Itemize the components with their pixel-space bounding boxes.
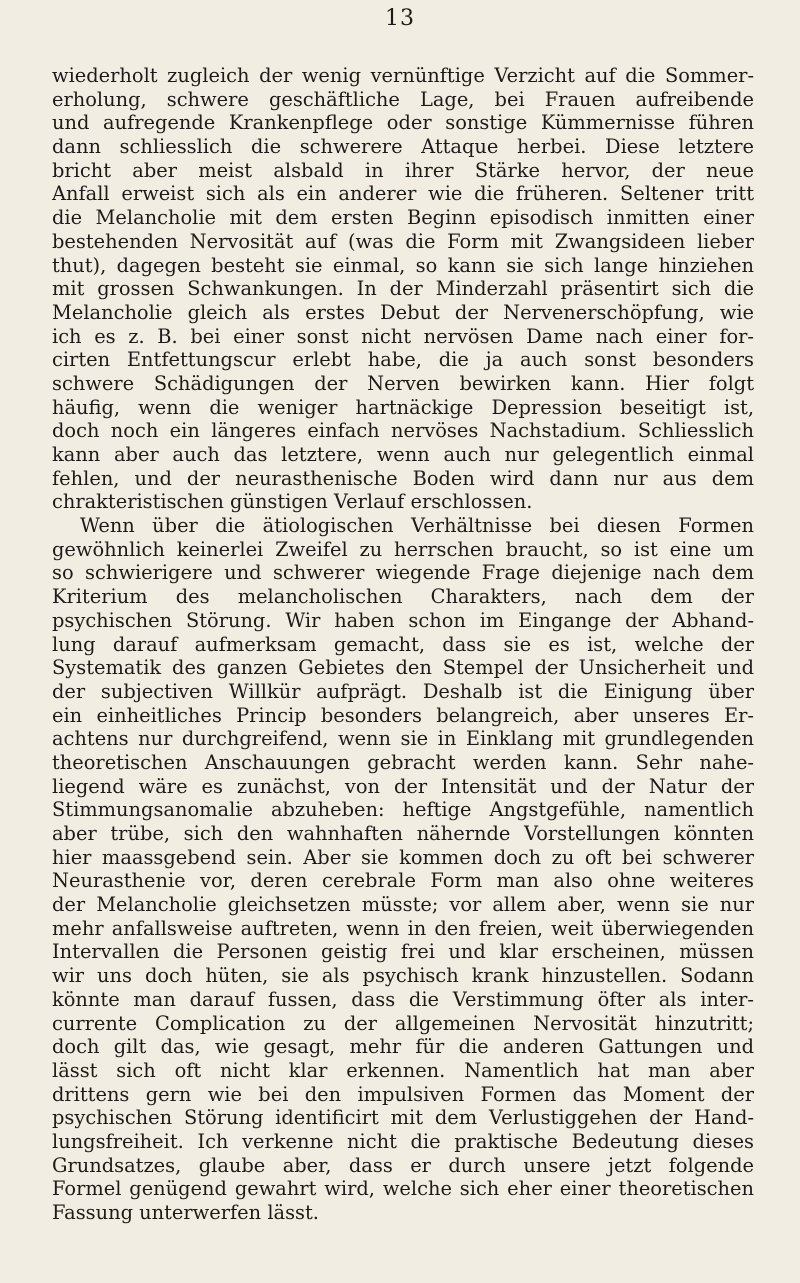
text-line: häufig, wenn die weniger hartnäckige Depression beseitigt ist, bbox=[52, 395, 754, 419]
text-line: der subjectiven Willkür aufprägt. Deshalb ist die Einigung über bbox=[52, 679, 754, 703]
text-line: Neurasthenie vor, deren cerebrale Form man also ohne weiteres bbox=[52, 869, 754, 893]
text-line: bestehenden Nervosität auf (was die Form mit Zwangsideen lieber bbox=[52, 229, 754, 253]
text-line: Anfall erweist sich als ein anderer wie die früheren. Seltener tritt bbox=[52, 182, 754, 206]
text-line: ich es z. B. bei einer sonst nicht nervösen Dame nach einer for- bbox=[52, 324, 754, 348]
text-line: mehr anfallsweise auftreten, wenn in den freien, weit überwiegenden bbox=[52, 916, 754, 940]
text-line: Systematik des ganzen Gebietes den Stempel der Unsicherheit und bbox=[52, 656, 754, 680]
text-line: fehlen, und der neurasthenische Boden wird dann nur aus dem bbox=[52, 466, 754, 490]
text-line: Intervallen die Personen geistig frei und klar erscheinen, müssen bbox=[52, 940, 754, 964]
text-line: schwere Schädigungen der Nerven bewirken kann. Hier folgt bbox=[52, 371, 754, 395]
text-line: doch noch ein längeres einfach nervöses Nachstadium. Schliesslich bbox=[52, 419, 754, 443]
text-line: Kriterium des melancholischen Charakters, nach dem der bbox=[52, 585, 754, 609]
text-line: dann schliesslich die schwerere Attaque herbei. Diese letztere bbox=[52, 135, 754, 159]
body-text bbox=[52, 64, 754, 1225]
text-line: wir uns doch hüten, sie als psychisch krank hinzustellen. Sodann bbox=[52, 964, 754, 988]
text-line: die Melancholie mit dem ersten Beginn episodisch inmitten einer bbox=[52, 206, 754, 230]
text-line: achtens nur durchgreifend, wenn sie in Einklang mit grundlegenden bbox=[52, 727, 754, 751]
text-line: lungsfreiheit. Ich verkenne nicht die praktische Bedeutung dieses bbox=[52, 1129, 754, 1153]
text-line: psychischen Störung identificirt mit dem Verlustiggehen der Hand- bbox=[52, 1106, 754, 1130]
text-line: lung darauf aufmerksam gemacht, dass sie es ist, welche der bbox=[52, 632, 754, 656]
text-line: aber trübe, sich den wahnhaften nähernde Vorstellungen könnten bbox=[52, 822, 754, 845]
text-line: wiederholt zugleich der wenig vernünftige Verzicht auf die Sommer- bbox=[52, 64, 754, 87]
text-line: Stimmungsanomalie abzuheben: heftige Angstgefühle, namentlich bbox=[52, 798, 754, 822]
text-line: Melancholie gleich als erstes Debut der Nervenerschöpfung, wie bbox=[52, 300, 754, 324]
text-line: ein einheitliches Princip besonders belangreich, aber unseres Er- bbox=[52, 703, 754, 727]
page-number: 13 bbox=[385, 6, 415, 31]
text-line: liegend wäre es zunächst, von der Intensität und der Natur der bbox=[52, 774, 754, 798]
text-line: kann aber auch das letztere, wenn auch nur gelegentlich einmal bbox=[52, 443, 754, 466]
text-line: und aufregende Krankenpflege oder sonstige Kümmernisse führen bbox=[52, 111, 754, 135]
text-line: könnte man darauf fussen, dass die Verstimmung öfter als inter- bbox=[52, 987, 754, 1011]
text-line: currente Complication zu der allgemeinen Nervosität hinzutritt; bbox=[52, 1011, 754, 1035]
text-line: gewöhnlich keinerlei Zweifel zu herrschen braucht, so ist eine um bbox=[52, 537, 754, 561]
text-line: so schwierigere und schwerer wiegende Frage diejenige nach dem bbox=[52, 561, 754, 585]
text-line: hier maassgebend sein. Aber sie kommen doch zu oft bei schwerer bbox=[52, 845, 754, 869]
text-line: theoretischen Anschauungen gebracht werden kann. Sehr nahe- bbox=[52, 750, 754, 774]
text-line: psychischen Störung. Wir haben schon im Eingange der Abhand- bbox=[52, 608, 754, 632]
text-line: doch gilt das, wie gesagt, mehr für die anderen Gattungen und bbox=[52, 1035, 754, 1059]
text-line: chrakteristischen günstigen Verlauf erschlossen. bbox=[52, 490, 533, 514]
text-line: cirten Entfettungscur erlebt habe, die ja auch sonst besonders bbox=[52, 348, 754, 372]
text-line: Fassung unterwerfen lässt. bbox=[52, 1201, 319, 1224]
text-line: Formel genügend gewahrt wird, welche sich eher einer theoretischen bbox=[52, 1177, 754, 1201]
text-line: bricht aber meist alsbald in ihrer Stärke hervor, der neue bbox=[52, 158, 754, 182]
text-line: lässt sich oft nicht klar erkennen. Namentlich hat man aber bbox=[52, 1058, 754, 1082]
text-line: Grundsatzes, glaube aber, dass er durch unsere jetzt folgende bbox=[52, 1153, 754, 1177]
text-line: erholung, schwere geschäftliche Lage, bei Frauen aufreibende bbox=[52, 87, 754, 111]
text-line: Wenn über die ätiologischen Verhältnisse bei diesen Formen bbox=[80, 514, 754, 538]
text-line: drittens gern wie bei den impulsiven Formen das Moment der bbox=[52, 1082, 754, 1106]
text-line: thut), dagegen besteht sie einmal, so kann sie sich lange hinziehen bbox=[52, 253, 754, 277]
text-line: der Melancholie gleichsetzen müsste; vor allem aber, wenn sie nur bbox=[52, 893, 754, 917]
text-line: mit grossen Schwankungen. In der Minderzahl präsentirt sich die bbox=[52, 277, 754, 301]
